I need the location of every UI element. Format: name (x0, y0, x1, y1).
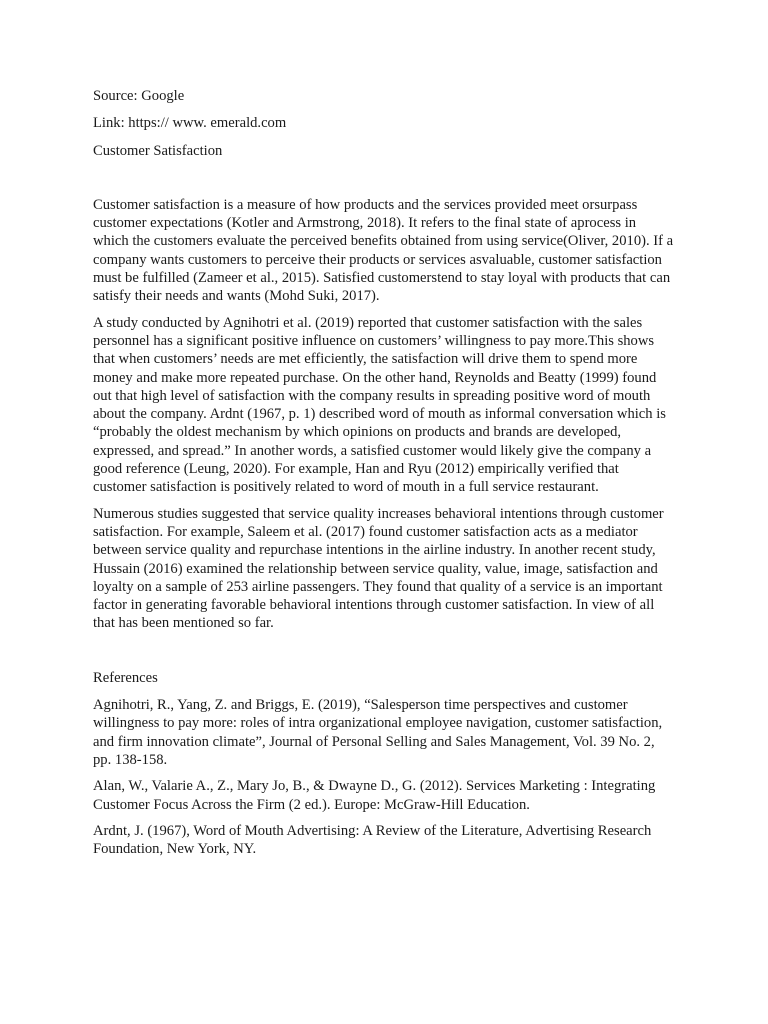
source-line: Source: Google (93, 88, 185, 104)
reference-item-2: Alan, W., Valarie A., Z., Mary Jo, B., & Dwayne D., G. (2012). Services Marketing : Integrating Customer Focus Across the Firm (2 ed.). Europe: McGraw-Hill Education. (93, 778, 656, 813)
document-title: Customer Satisfaction (93, 142, 223, 159)
reference-item-1: Agnihotri, R., Yang, Z. and Briggs, E. (2019), “Salesperson time perspectives and customer willingness to pay more: roles of intra organizational employee navigation, customer satisfaction, and firm innovation climate”, Journal of Personal Selling and Sales Management, Vol. 39 No. 2, pp. 138-158. (93, 697, 663, 768)
body-paragraph-2: A study conducted by Agnihotri et al. (2019) reported that customer satisfaction with the sales personnel has a significant positive influence on customers’ willingness to pay more.This shows that when customers’ needs are met efficiently, the satisfaction will drive them to spend more money and make more repeated purchase. On the other hand, Reynolds and Beatty (1999) found out that high level of satisfaction with the company results in spreading positive word of mouth about the company. Ardnt (1967, p. 1) described word of mouth as informal conversation which is “probably the oldest mechanism by which opinions on products and brands are developed, expressed, and spread.” In another words, a satisfied customer would likely give the company a good reference (Leung, 2020). For example, Han and Ryu (2012) empirically verified that customer satisfaction is positively related to word of mouth in a full service restaurant. (93, 314, 666, 496)
body-paragraph-1: Customer satisfaction is a measure of how products and the services provided meet orsurpass customer expectations (Kotler and Armstrong, 2018). It refers to the final state of aprocess in which the customers evaluate the perceived benefits obtained from using service(Oliver, 2010). If a company wants customers to perceive their products or services asvaluable, customer satisfaction must be fulfilled (Zameer et al., 2015). Satisfied customerstend to stay loyal with products that can satisfy their needs and wants (Mohd Suki, 2017). (93, 196, 674, 305)
reference-item-3: Ardnt, J. (1967), Word of Mouth Advertising: A Review of the Literature, Advertising Research Foundation, New York, NY. (93, 822, 652, 858)
document-content (93, 87, 675, 866)
section-spacer (93, 641, 675, 669)
link-line: Link: https:// www. emerald.com (93, 115, 287, 132)
body-paragraph-3: Numerous studies suggested that service quality increases behavioral intentions through customer satisfaction. For example, Saleem et al. (2017) found customer satisfaction acts as a mediator between service quality and repurchase intentions in the airline industry. In another recent study, Hussain (2016) examined the relationship between service quality, value, image, satisfaction and loyalty on a sample of 253 airline passengers. They found that quality of a service is an important factor in generating favorable behavioral intentions through customer satisfaction. In view of all that has been mentioned so far. (93, 505, 664, 632)
references-heading: References (93, 669, 158, 686)
